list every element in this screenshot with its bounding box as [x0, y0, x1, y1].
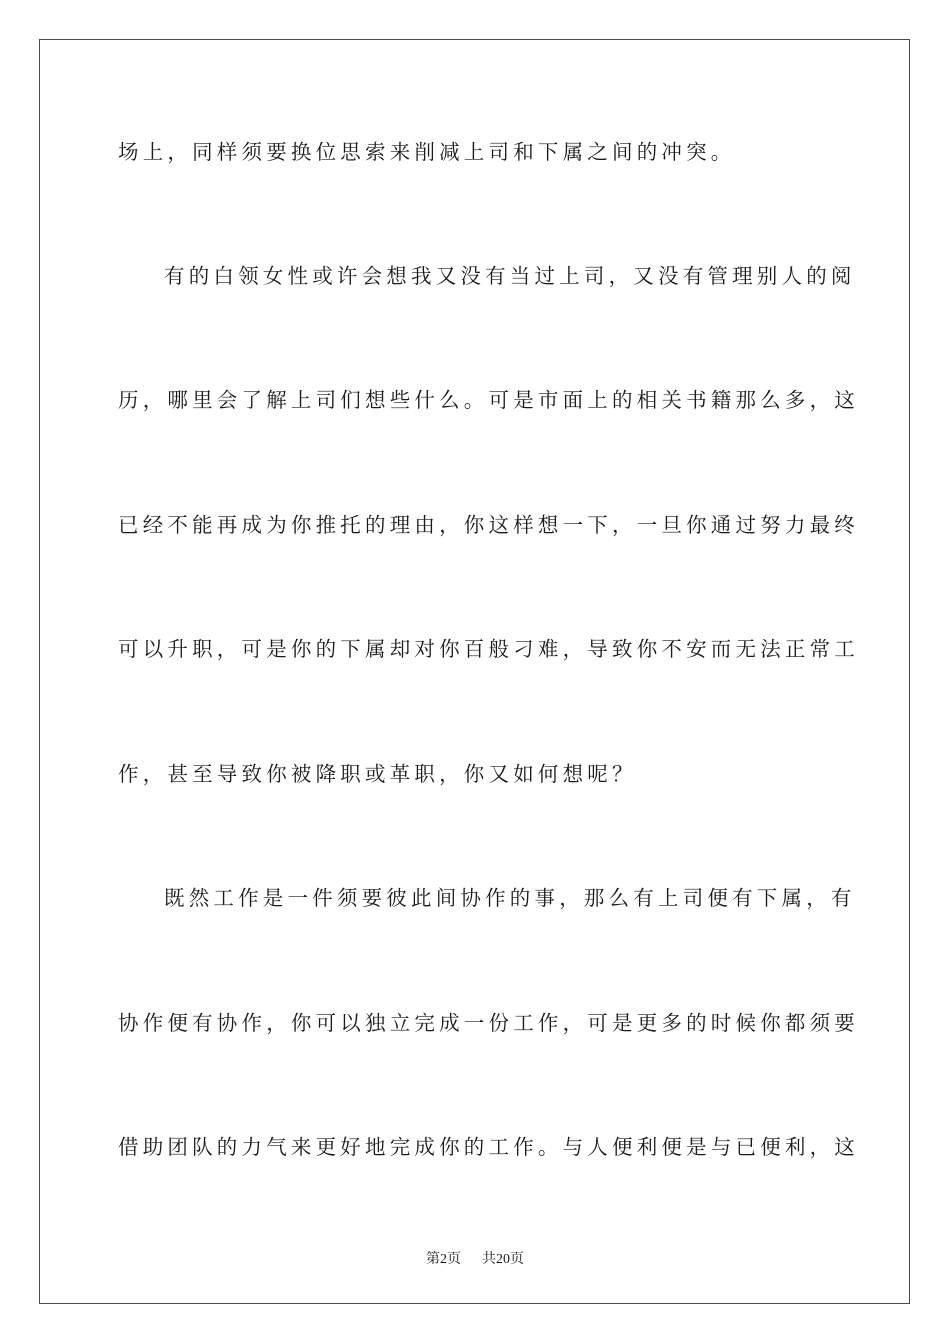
page-footer: [0, 1248, 950, 1268]
text-line: 作，甚至导致你被降职或革职，你又如何想呢？: [118, 762, 637, 786]
text-line: 可以升职，可是你的下属却对你百般刁难，导致你不安而无法正常工: [118, 637, 859, 661]
paragraph-first-line: 有的白领女性或许会想我又没有当过上司，又没有管理别人的阅: [164, 264, 856, 288]
paragraph-first-line: 既然工作是一件须要彼此间协作的事，那么有上司便有下属，有: [164, 886, 856, 910]
page-number: 第2页: [426, 1252, 461, 1267]
text-line: 场上，同样须要换位思索来削减上司和下属之间的冲突。: [118, 140, 736, 164]
page-total: 共20页: [482, 1252, 524, 1267]
text-line: 借助团队的力气来更好地完成你的工作。与人便利便是与已便利，这: [118, 1135, 859, 1159]
text-line: 已经不能再成为你推托的理由，你这样想一下，一旦你通过努力最终: [118, 513, 859, 537]
text-line: 协作便有协作，你可以独立完成一份工作，可是更多的时候你都须要: [118, 1011, 859, 1035]
text-line: 历，哪里会了解上司们想些什么。可是市面上的相关书籍那么多，这: [118, 388, 859, 412]
page-border: [39, 39, 910, 1304]
